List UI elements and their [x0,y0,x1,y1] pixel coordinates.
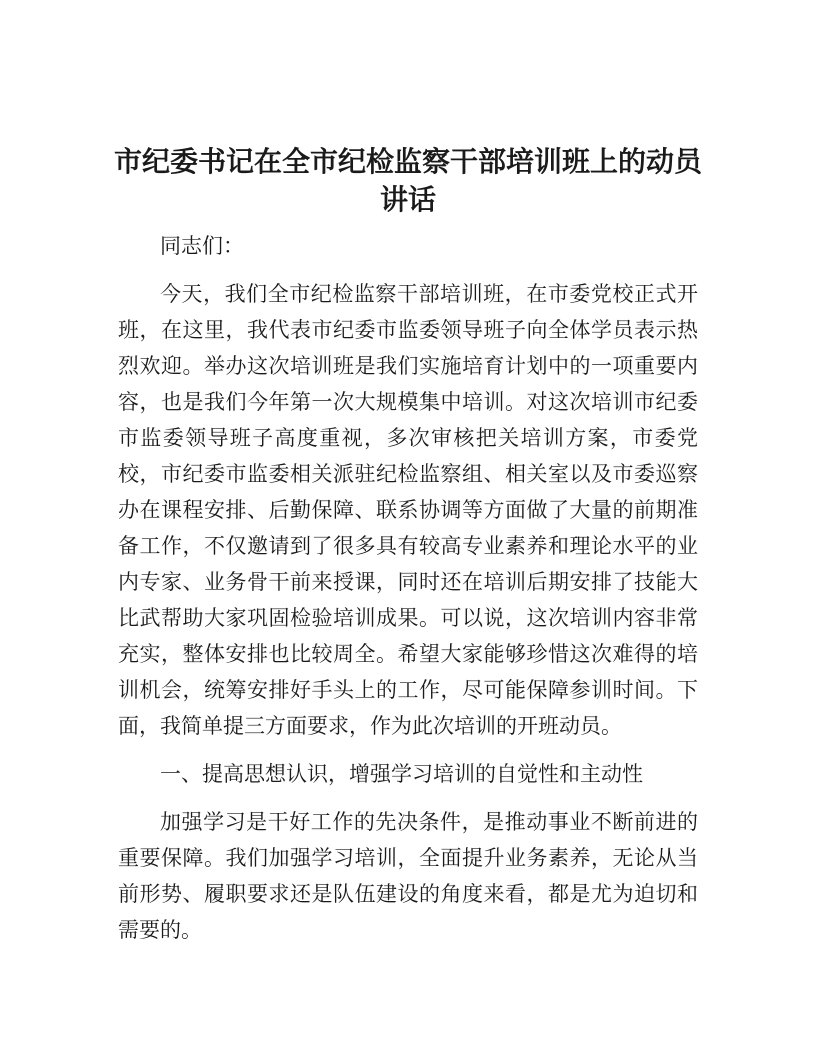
section-heading-1: 一、提高思想认识，增强学习培训的自觉性和主动性 [160,762,643,786]
paragraph-section-1: 加强学习是干好工作的先决条件，是推动事业不断前进的重要保障。我们加强学习培训，全面提升业务素养，无论从当前形势、履职要求还是队伍建设的角度来看，都是尤为迫切和需要的。 [118,810,698,942]
document-title: 市纪委书记在全市纪检监察干部培训班上的动员讲话 [113,145,702,216]
paragraph-opening: 今天，我们全市纪检监察干部培训班，在市委党校正式开班，在这里，我代表市纪委市监委领导班子向全体学员表示热烈欢迎。举办这次培训班是我们实施培育计划中的一项重要内容，也是我们今年第一次大规模集中培训。对这次培训市纪委市监委领导班子高度重视，多次审核把关培训方案，市委党校，市纪委市监委相关派驻纪检监察组、相关室以及市委巡察办在课程安排、后勤保障、联系协调等方面做了大量的前期准备工作，不仅邀请到了很多具有较高专业素养和理论水平的业内专家、业务骨干前来授课，同时还在培训后期安排了技能大比武帮助大家巩固检验培训成果。可以说，这次培训内容非常充实，整体安排也比较周全。希望大家能够珍惜这次难得的培训机会，统筹安排好手头上的工作，尽可能保障参训时间。下面，我简单提三方面要求，作为此次培训的开班动员。 [118,282,698,738]
document-body [118,228,698,960]
salutation: 同志们： [160,234,244,258]
